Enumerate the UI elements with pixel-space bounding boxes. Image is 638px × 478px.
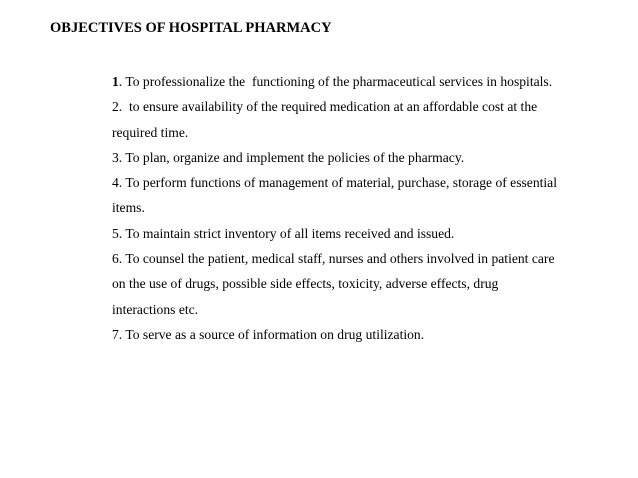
list-line-1: [112, 69, 612, 94]
list-line-7: 5. To maintain strict inventory of all items received and issued.: [112, 225, 455, 241]
list-line-2: 2. to ensure availability of the required medication at an affordable cost at the: [112, 99, 538, 115]
list-line-6: items.: [112, 200, 145, 216]
list-line-1-text: . To professionalize the functioning of the pharmaceutical services in hospitals.: [118, 74, 553, 89]
slide-title: OBJECTIVES OF HOSPITAL PHARMACY: [50, 20, 332, 36]
objectives-list: [112, 69, 612, 347]
list-line-9: on the use of drugs, possible side effects, toxicity, adverse effects, drug: [112, 276, 499, 292]
list-line-3: required time.: [112, 124, 189, 140]
list-line-4: 3. To plan, organize and implement the policies of the pharmacy.: [112, 149, 465, 165]
list-line-1-number: 1: [112, 74, 119, 89]
list-line-11: 7. To serve as a source of information on drug utilization.: [112, 326, 425, 342]
list-line-8: 6. To counsel the patient, medical staff, nurses and others involved in patient care: [112, 251, 555, 267]
list-line-5: 4. To perform functions of management of material, purchase, storage of essential: [112, 175, 557, 191]
list-line-10: interactions etc.: [112, 301, 199, 317]
